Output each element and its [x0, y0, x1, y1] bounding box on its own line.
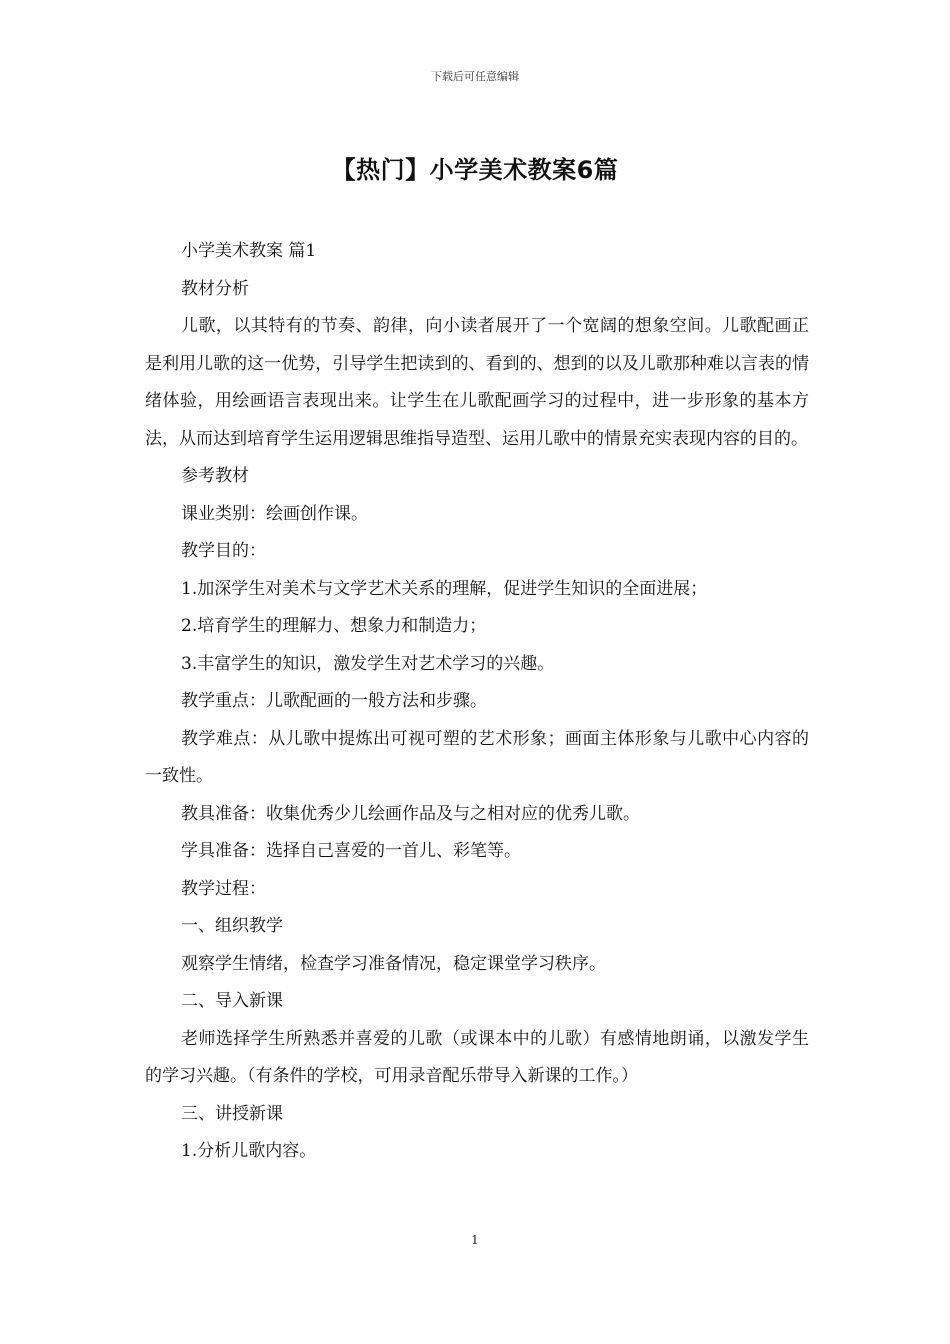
paragraph: 观察学生情绪，检查学习准备情况，稳定课堂学习秩序。	[181, 953, 606, 974]
list-item: 2.培育学生的理解力、想象力和制造力；	[181, 616, 487, 636]
paragraph: 学具准备：选择自己喜爱的一首儿、彩笔等。	[181, 841, 521, 861]
paragraph: 老师选择学生所熟悉并喜爱的儿歌（或课本中的儿歌）有感情地朗诵，以激发学生的学习兴趣。（有条件的学校，可用录音配乐带导入新课的工作。）	[145, 1028, 809, 1086]
section-heading: 二、导入新课	[181, 991, 283, 1011]
section-heading: 一、组织教学	[181, 916, 283, 936]
paragraph: 教学重点：儿歌配画的一般方法和步骤。	[181, 691, 487, 711]
paragraph: 课业类别：绘画创作课。	[181, 503, 368, 524]
paragraph: 教学过程：	[181, 878, 266, 899]
list-item: 3.丰富学生的知识，激发学生对艺术学习的兴趣。	[181, 653, 555, 674]
paragraph: 教学难点：从儿歌中提炼出可视可塑的艺术形象；画面主体形象与儿歌中心内容的一致性。	[145, 728, 809, 786]
paragraph: 参考教材	[181, 466, 249, 486]
document-body	[145, 233, 809, 1171]
paragraph: 教具准备：收集优秀少儿绘画作品及与之相对应的优秀儿歌。	[181, 803, 640, 824]
document-title: 【热门】小学美术教案6篇	[331, 156, 619, 184]
paragraph: 儿歌，以其特有的节奏、韵律，向小读者展开了一个宽阔的想象空间。儿歌配画正是利用儿歌的这一优势，引导学生把读到的、看到的、想到的以及儿歌那种难以言表的情绪体验，用绘画语言表现出来。让学生在儿歌配画学习的过程中，进一步形象的基本方法，从而达到培育学生运用逻辑思维指导造型、运用儿歌中的情景充实表现内容的目的。	[145, 316, 809, 449]
section-heading: 小学美术教案 篇1	[181, 241, 317, 261]
section-heading: 三、讲授新课	[181, 1103, 283, 1124]
header-note: 下载后可任意编辑	[431, 70, 519, 83]
page-number: 1	[471, 1233, 479, 1247]
list-item: 1.加深学生对美术与文学艺术关系的理解，促进学生知识的全面进展；	[181, 578, 708, 599]
list-item: 1.分析儿歌内容。	[181, 1141, 317, 1161]
paragraph: 教材分析	[181, 278, 249, 299]
paragraph: 教学目的：	[181, 541, 266, 561]
